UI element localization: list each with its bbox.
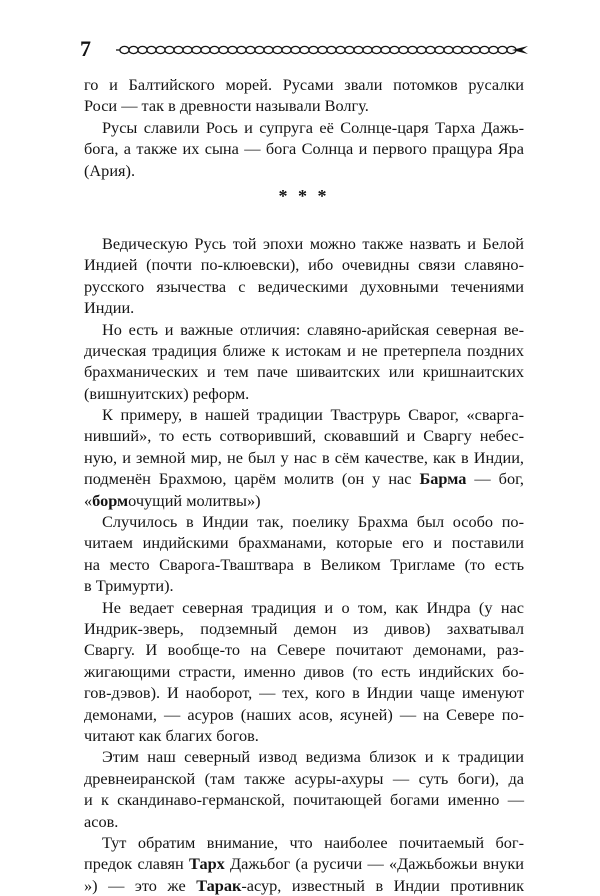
section-divider-stars: * * * — [278, 185, 330, 206]
text-line: нивший», то есть сотворивший, сковавший и Сваргу небес- — [84, 426, 524, 446]
text-line: жигающими страсти, именно дивов (то есть индийских бо- — [84, 661, 524, 681]
text-line: Роси — так в древности называли Волгу. — [84, 96, 369, 116]
text-line: читают как благих богов. — [84, 725, 259, 745]
text-line: асов. — [84, 811, 119, 831]
body-text — [84, 74, 524, 896]
text-line: (вишнуитских) реформ. — [84, 383, 250, 403]
text-line: Случилось в Индии так, поелику Брахма был особо по- — [102, 512, 524, 532]
text-line: Этим наш северный извод ведизма близок и к традиции — [102, 747, 524, 767]
text-line: Индии. — [84, 298, 135, 318]
spacer — [84, 215, 524, 233]
text-line: Но есть и важные отличия: славяно-арийская северная ве- — [102, 319, 524, 339]
text-line — [84, 490, 524, 511]
text-line — [84, 853, 524, 874]
text-run: « — [84, 490, 93, 510]
text-run: предок славян — [84, 854, 189, 874]
text-run: подменён Брахмою, царём молитв (он у нас — [84, 469, 420, 489]
text-line: в Тримурти). — [84, 576, 174, 596]
text-run: ») — это же — [84, 875, 197, 895]
page-number: 7 — [80, 36, 91, 61]
text-line — [84, 468, 524, 489]
text-line: Индией (почти по-клюевски), ибо очевидны связи славяно- — [84, 255, 524, 275]
text-line: Не ведает северная традиция и о том, как Индра (у нас — [102, 597, 524, 617]
bold-term: борм — [92, 490, 129, 510]
bold-term: Тарак — [196, 875, 242, 895]
text-line: русского язычества с ведическими духовными течениями — [84, 276, 524, 296]
text-line: древнеиранской (там также асуры-ахуры — суть боги), да — [84, 768, 524, 788]
text-line: и к скандинаво-германской, почитающей богами именно — — [84, 790, 524, 810]
text-line: Сваргу. И вообще-то на Севере почитают демонами, раз- — [84, 640, 524, 660]
text-line: Ведическую Русь той эпохи можно также назвать и Белой — [102, 233, 524, 253]
text-run: очущий молитвы») — [128, 490, 261, 510]
text-line: на место Сварога-Тваштвара в Великом Тригламе (то есть — [84, 554, 524, 574]
text-line: гов-дэвов). И наоборот, — тех, кого в Индии чаще именуют — [84, 683, 524, 703]
text-line: бога, а также их сына — бога Солнца и первого пращура Яра — [84, 139, 524, 159]
text-line: дическая традиция ближе к истокам и не претерпела поздних — [84, 340, 524, 360]
ornament-rope-icon — [116, 44, 530, 56]
text-line — [84, 875, 524, 896]
bold-term: Барма — [419, 469, 467, 489]
text-line: ную, и земной мир, не был у нас в сём качестве, как в Индии, — [84, 447, 524, 467]
text-run: Дажьбог (а русичи — «Дажьбожьи внуки — [224, 854, 525, 874]
text-line: К примеру, в нашей традиции Тваструрь Сварог, «сварга- — [102, 405, 524, 425]
text-line: брахманических и тем паче шиваитских или кришнаитских — [84, 362, 524, 382]
text-line: читаем индийскими брахманами, которые его и поставили — [84, 533, 524, 553]
bold-term: Тарх — [188, 854, 225, 874]
text-line: Индрик-зверь, подземный демон из дивов) захватывал — [84, 618, 524, 638]
page-header — [80, 36, 530, 62]
text-run: — бог, — [466, 469, 524, 489]
text-line: го и Балтийского морей. Русами звали потомков русалки — [84, 75, 524, 94]
text-line: (Ария). — [84, 160, 136, 180]
text-line: демонами, — асуров (наших асов, ясуней) — на Севере по- — [84, 704, 524, 724]
text-run: -асур, известный в Индии противник — [241, 875, 524, 895]
text-line: Тут обратим внимание, что наиболее почитаемый бог- — [102, 832, 524, 852]
text-line: Русы славили Рось и супруга её Солнце-царя Тарха Дажь- — [102, 117, 524, 137]
